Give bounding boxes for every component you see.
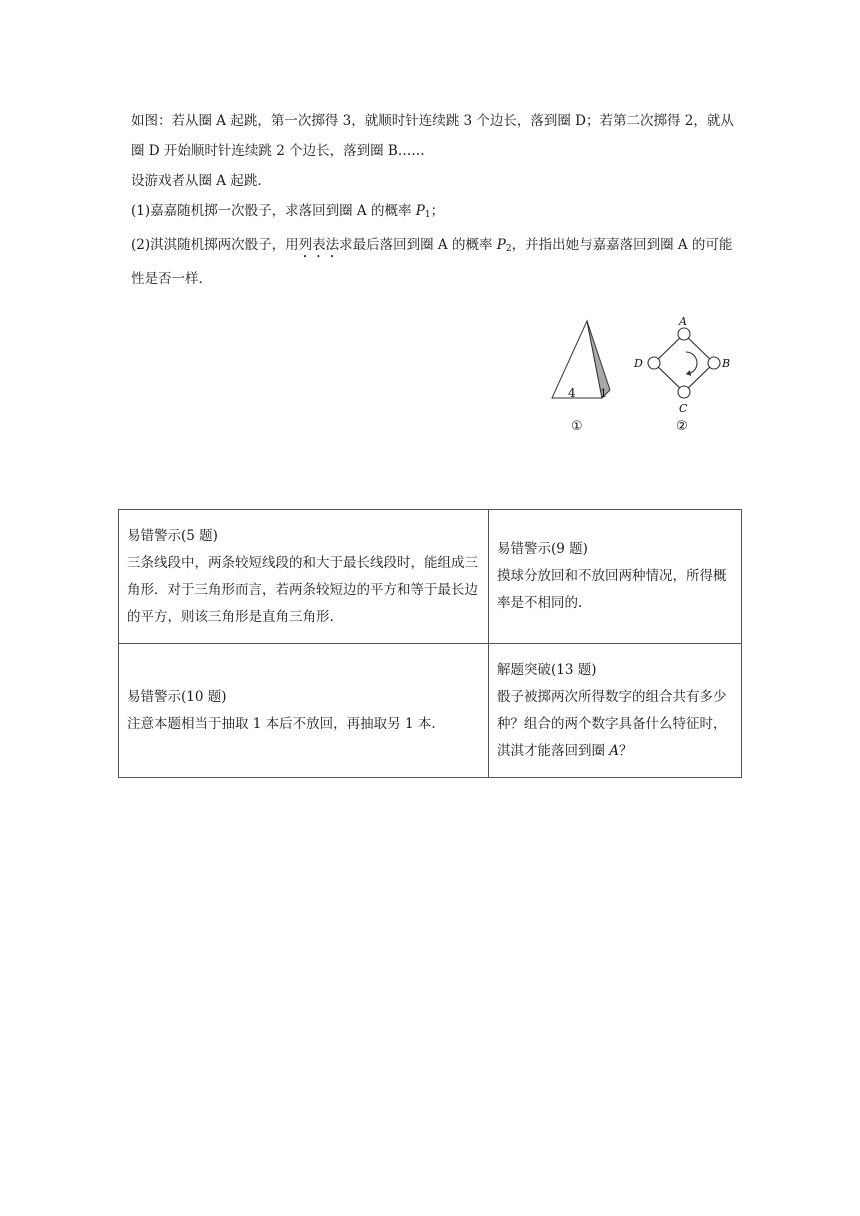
figure1-caption: ① <box>571 419 583 434</box>
tip-13-body <box>497 684 733 765</box>
circle-b <box>708 357 720 369</box>
tip-cell-10 <box>119 644 489 778</box>
label-c: C <box>679 402 688 415</box>
figure2-caption: ② <box>676 419 688 434</box>
tip-5-title: 易错警示(5 题) <box>127 527 218 544</box>
tip-13-body-prefix: 骰子被掷两次所得数字的组合共有多少种？组合的两个数字具备什么特征时，淇淇才能落回到圈 <box>497 688 727 759</box>
tip-5-body: 三条线段中，两条较短线段的和大于最长线段时，能组成三角形．对于三角形而言，若两条较短边的平方和等于最长边的平方，则该三角形是直角三角形. <box>127 554 478 625</box>
q1-sub: 1 <box>424 210 431 220</box>
tip-13-body-suffix: ？ <box>619 742 633 759</box>
question-2 <box>131 230 741 294</box>
tips-table <box>118 509 742 778</box>
q2-prefix: (2)淇淇随机掷两次骰子，用 <box>131 237 299 253</box>
tetrahedron-die-figure <box>540 312 750 442</box>
problem-text <box>131 106 741 294</box>
problem-para1: 如图：若从圈 A 起跳，第一次掷得 3，就顺时针连续跳 3 个边长，落到圈 D；若第二次掷得 2，就从圈 D 开始顺时针连续跳 2 个边长，落到圈 B…… <box>131 113 734 159</box>
q2-suffix: ，并指出她与嘉嘉落回到圈 A 的可能性是否一样． <box>131 237 733 287</box>
tip-10-body: 注意本题相当于抽取 1 本后不放回，再抽取另 1 本. <box>127 715 436 732</box>
q2-var: P <box>496 237 506 253</box>
label-b: B <box>722 357 731 370</box>
q2-mid: 求最后落回到圈 A 的概率 <box>339 237 497 253</box>
q1-suffix: ； <box>430 203 445 219</box>
figures <box>540 312 750 442</box>
problem-para2: 设游戏者从圈 A 起跳． <box>131 173 271 189</box>
q1-prefix: (1)嘉嘉随机掷一次骰子，求落回到圈 A 的概率 <box>131 203 416 219</box>
die-face-left-number: 4 <box>568 386 576 400</box>
tip-9-body: 摸球分放回和不放回两种情况，所得概率是不相同的. <box>497 568 727 611</box>
circle-d <box>648 357 660 369</box>
tip-9-title: 易错警示(9 题) <box>497 541 588 557</box>
circle-c <box>678 386 690 398</box>
tip-cell-13 <box>489 644 742 778</box>
clockwise-arrow-icon <box>686 352 697 374</box>
label-d: D <box>634 357 643 370</box>
tip-cell-5 <box>119 510 489 644</box>
q1-var: P <box>415 203 425 219</box>
tip-13-var: A <box>609 742 620 759</box>
q2-sub: 2 <box>505 244 512 254</box>
question-1 <box>131 196 741 230</box>
tip-cell-9 <box>489 510 742 644</box>
q2-emphasis: 列表法 <box>298 237 340 253</box>
circle-a <box>678 328 690 340</box>
tip-13-title: 解题突破(13 题) <box>497 661 597 678</box>
label-a: A <box>679 315 687 328</box>
diamond-board <box>633 315 730 415</box>
die-face-right-number: 1 <box>600 387 607 400</box>
tip-10-title: 易错警示(10 题) <box>127 688 227 705</box>
